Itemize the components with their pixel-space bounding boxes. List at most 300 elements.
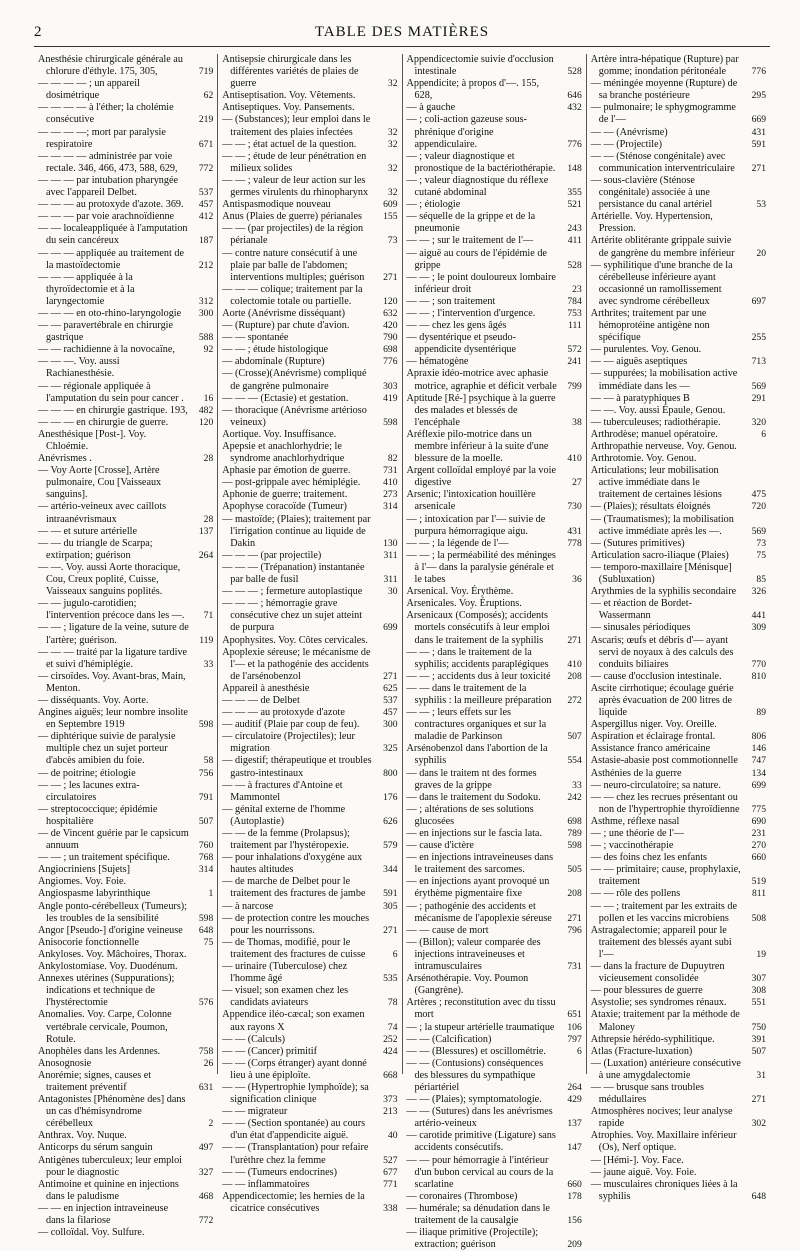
entry-page-number: 651	[567, 1009, 582, 1021]
entry-text: Arsenicales. Voy. Éruptions.	[406, 598, 522, 610]
entry-text: — — (Calculs)	[222, 1033, 286, 1045]
index-entry	[222, 1118, 397, 1142]
entry-page-number: 295	[751, 90, 766, 102]
index-entry	[591, 743, 766, 755]
entry-page-number: 320	[751, 416, 766, 428]
entry-page-number: 391	[751, 1033, 766, 1045]
entry-text: Apoplexie séreuse; le mécanisme de l'— et la pathogénie des accidents de l'arsénobenzol	[222, 646, 371, 682]
entry-text: — purulentes. Voy. Genou.	[590, 344, 702, 356]
index-entry	[222, 405, 397, 429]
entry-text: — ; valeur diagnostique du réflexe cutané abdominal	[406, 174, 549, 199]
entry-text: — pour inhalations d'oxygène aux hautes altitudes	[222, 852, 363, 876]
index-entry	[407, 1094, 582, 1106]
entry-page-number: 32	[387, 138, 398, 150]
entry-text: — (Sutures primitives)	[590, 537, 685, 549]
index-entry	[222, 901, 397, 913]
index-column-2	[217, 54, 401, 1214]
entry-page-number: 75	[203, 936, 214, 948]
index-entry	[38, 356, 213, 380]
entry-text: — — inflammatoires	[222, 1178, 310, 1190]
index-entry	[407, 804, 582, 828]
index-entry	[38, 1142, 213, 1154]
entry-text: — — — au protoxyde d'azote	[222, 707, 345, 719]
entry-page-number: 6	[576, 1045, 582, 1057]
entry-text: — — pour hémorragie à l'intérieur d'un bubon cervical au cours de la scarlatine	[406, 1154, 554, 1190]
entry-text: Angiomes. Voy. Foie.	[38, 876, 127, 888]
entry-text: — — ; dans le traitement de la syphilis; accidents paraplégiques	[406, 646, 549, 670]
entry-text: Asystolie; ses syndromes rénaux.	[590, 997, 727, 1009]
index-entry	[407, 211, 582, 235]
entry-page-number: 300	[198, 307, 214, 319]
entry-page-number: 32	[387, 78, 398, 90]
index-entry	[407, 199, 582, 211]
index-entry	[407, 1227, 582, 1251]
index-entry	[222, 223, 397, 247]
entry-text: — ; coli-action gazeuse sous-phrénique d'origine appendiculaire.	[406, 114, 528, 150]
entry-page-number: 431	[567, 525, 582, 537]
index-entry	[407, 332, 582, 356]
entry-page-number: 648	[198, 924, 214, 936]
entry-page-number: 431	[751, 126, 766, 138]
index-entry	[591, 888, 766, 900]
entry-page-number: 78	[387, 997, 398, 1009]
index-entry	[38, 248, 213, 272]
entry-text: — — ; le point douloureux lombaire inférieur droit	[406, 271, 556, 295]
index-entry	[222, 913, 397, 937]
entry-page-number: 811	[751, 888, 766, 900]
index-entry	[222, 368, 397, 392]
entry-page-number: 30	[387, 586, 398, 598]
entry-text: Arthrotomie. Voy. Genou.	[590, 453, 697, 465]
entry-page-number: 241	[567, 356, 582, 368]
entry-text: Anus (Plaies de guerre) périanales	[222, 211, 362, 223]
entry-page-number: 713	[751, 356, 766, 368]
index-entry	[38, 54, 213, 78]
entry-page-number: 33	[572, 779, 582, 791]
entry-text: — méningée moyenne (Rupture) de sa branche postérieure	[590, 78, 738, 102]
entry-text: — en injections intraveineuses dans le traitement des sarcomes.	[406, 852, 554, 876]
entry-page-number: 89	[756, 707, 766, 719]
entry-page-number: 40	[387, 1130, 398, 1142]
entry-page-number: 187	[198, 235, 214, 247]
entry-page-number: 598	[383, 416, 398, 428]
index-entry	[407, 308, 582, 320]
index-entry	[222, 199, 397, 211]
entry-text: — [Hémi-]. Voy. Face.	[590, 1154, 684, 1166]
entry-text: — neuro-circulatoire; sa nature.	[590, 779, 721, 791]
entry-page-number: 134	[751, 767, 766, 779]
index-entry	[407, 973, 582, 997]
index-entry	[591, 1034, 766, 1046]
entry-page-number: 53	[756, 199, 766, 211]
index-entry	[38, 695, 213, 707]
entry-text: — abdominale (Rupture)	[222, 356, 325, 368]
entry-text: — — (Calcification)	[406, 1033, 492, 1045]
entry-page-number: 338	[383, 1202, 398, 1214]
entry-page-number: 312	[198, 295, 214, 307]
index-entry	[591, 429, 766, 441]
index-entry	[407, 852, 582, 876]
entry-page-number: 270	[751, 840, 766, 852]
entry-text: — — localeappliquée à l'amputation du sein cancéreux	[38, 223, 188, 247]
index-entry	[38, 973, 213, 1009]
entry-page-number: 36	[572, 574, 582, 586]
index-entry	[222, 961, 397, 985]
entry-text: — — (Contusions) conséquences des blessures du sympathique périartériel	[406, 1057, 544, 1093]
index-entry	[38, 937, 213, 949]
entry-text: Arthrites; traitement par une hémoprotéine antigène non spécifique	[590, 307, 710, 344]
entry-page-number: 699	[751, 779, 766, 791]
index-entry	[591, 78, 766, 102]
entry-text: — —. Voy. aussi Épaule, Genou.	[590, 404, 726, 416]
entry-text: — carotide primitive (Ligature) sans accidents consécutifs.	[406, 1130, 556, 1154]
entry-text: — — paravertébrale en chirurgie gastrique	[38, 320, 174, 344]
entry-page-number: 457	[198, 199, 214, 211]
index-entry	[222, 1009, 397, 1033]
index-entry	[591, 356, 766, 368]
entry-text: — et réaction de Bordet-Wassermann	[590, 598, 693, 622]
entry-text: — pour blessures de guerre	[590, 985, 703, 997]
index-entry	[38, 151, 213, 175]
index-entry	[38, 1058, 213, 1070]
entry-text: Asthénies de la guerre	[590, 767, 682, 779]
index-entry	[38, 961, 213, 973]
index-entry	[222, 755, 397, 779]
entry-text: Appendice iléo-cæcal; son examen aux rayons X	[222, 1009, 365, 1033]
entry-text: Athrepsie hérédo-syphilitique.	[590, 1033, 715, 1045]
index-entry	[407, 598, 582, 610]
entry-page-number: 660	[751, 852, 766, 864]
entry-page-number: 74	[387, 1021, 398, 1033]
index-entry	[38, 1155, 213, 1179]
entry-text: — thoracique (Anévrisme artérioso veineux)	[222, 404, 367, 428]
entry-page-number: 33	[203, 658, 214, 670]
entry-text: — — (Anévrisme)	[590, 126, 668, 138]
entry-text: Antigènes tuberculeux; leur emploi pour le diagnostic	[38, 1154, 182, 1178]
entry-page-number: 344	[383, 864, 398, 876]
entry-text: Ankyloses. Voy. Mâchoires, Thorax.	[38, 948, 187, 960]
entry-text: — de poitrine; étiologie	[38, 767, 136, 779]
entry-page-number: 155	[383, 211, 398, 223]
entry-text: — — — — administrée par voie rectale. 346, 466, 473, 588, 629,	[38, 150, 178, 174]
entry-text: Ataxie; traitement par la méthode de Maloney	[590, 1009, 740, 1033]
index-entry	[222, 284, 397, 308]
entry-page-number: 23	[572, 283, 582, 295]
entry-text: Aphonie de guerre; traitement.	[222, 489, 348, 501]
entry-page-number: 120	[383, 295, 398, 307]
index-entry	[591, 852, 766, 864]
entry-text: Appareil à anesthésie	[222, 682, 310, 694]
entry-text: Antimoine et quinine en injections dans le paludisme	[38, 1178, 179, 1202]
entry-text: — (Traumatismes); la mobilisation active immédiate après les —.	[590, 513, 734, 537]
index-entry	[407, 514, 582, 538]
index-entry	[591, 840, 766, 852]
index-entry	[591, 465, 766, 501]
index-entry	[407, 489, 582, 513]
index-entry	[591, 768, 766, 780]
entry-text: Aortique. Voy. Insuffisance.	[222, 428, 337, 440]
entry-text: Antiseptiques. Voy. Pansements.	[222, 102, 355, 114]
entry-page-number: 71	[203, 610, 214, 622]
index-entry	[38, 901, 213, 925]
entry-text: — — brusque sans troubles médullaires	[590, 1081, 704, 1106]
entry-page-number: 62	[203, 90, 214, 102]
entry-text: — — — traité par la ligature tardive et suivi d'hémiplégie.	[38, 646, 188, 670]
entry-text: — — en injection intraveineuse dans la filariose	[38, 1202, 169, 1226]
index-entry	[591, 550, 766, 562]
entry-text: — — migrateur	[222, 1106, 288, 1118]
index-entry	[222, 598, 397, 634]
entry-text: — ; intoxication par l'— suivie de purpura hémorragique aigu.	[406, 513, 546, 537]
entry-text: — dans la fracture de Dupuytren vicieusement consolidée	[590, 961, 725, 985]
entry-text: Ascaris; œufs et débris d'— ayant servi de noyaux à des calculs des conduits biliaires	[590, 634, 734, 670]
index-entry	[591, 405, 766, 417]
entry-page-number: 527	[383, 1154, 398, 1166]
entry-page-number: 120	[198, 416, 214, 428]
entry-text: — — ; sur le traitement de l'—	[406, 235, 534, 247]
entry-text: — artério-veineux avec caillots intraanévrismaux	[38, 501, 167, 525]
entry-page-number: 537	[383, 694, 398, 706]
entry-page-number: 535	[383, 973, 398, 985]
entry-page-number: 58	[203, 755, 214, 767]
index-entry	[591, 139, 766, 151]
page-title: TABLE DES MATIÈRES	[314, 24, 490, 40]
entry-text: — — (Transplantation) pour refaire l'urèthre chez la femme	[222, 1142, 369, 1166]
entry-page-number: 130	[383, 537, 398, 549]
index-entry	[407, 356, 582, 368]
entry-text: Aspergillus niger. Voy. Oreille.	[590, 719, 717, 731]
entry-text: — (Luxation) antérieure consécutive à une amygdalectomie	[590, 1057, 741, 1081]
entry-text: — à narcose	[222, 900, 274, 912]
index-entry	[222, 731, 397, 755]
index-entry	[222, 635, 397, 647]
index-entry	[222, 54, 397, 90]
entry-text: Anisocorie fonctionnelle	[38, 936, 139, 948]
entry-page-number: 85	[756, 574, 766, 586]
index-entry	[407, 102, 582, 114]
entry-text: — — (Blessures) et oscillométrie.	[406, 1045, 546, 1057]
index-entry	[591, 1167, 766, 1179]
entry-text: — (Substances); leur emploi dans le traitement des plaies infectées	[222, 114, 371, 138]
index-entry	[407, 1155, 582, 1191]
entry-page-number: 411	[567, 235, 582, 247]
index-entry	[222, 683, 397, 695]
index-entry	[222, 828, 397, 852]
entry-text: Arsénothérapie. Voy. Poumon (Gangrène).	[406, 973, 529, 997]
entry-page-number: 598	[567, 840, 582, 852]
entry-text: Aspiration et éclairage frontal.	[590, 731, 716, 743]
index-entry	[38, 671, 213, 695]
entry-page-number: 412	[198, 211, 214, 223]
entry-page-number: 753	[567, 307, 582, 319]
index-entry	[407, 901, 582, 925]
entry-text: Astasie-abasie post commotionnelle	[590, 755, 738, 767]
index-entry	[222, 985, 397, 1009]
entry-text: — — — (Ectasie) et gestation.	[222, 392, 349, 404]
entry-text: — — ; étude de leur pénétration en milieux solides	[222, 150, 367, 174]
entry-text: Angle ponto-cérébelleux (Tumeurs); les troubles de la sensibilité	[38, 900, 188, 924]
entry-text: — ; valeur diagnostique et pronostique de la bactériothérapie.	[406, 150, 556, 174]
entry-page-number: 119	[199, 634, 214, 646]
index-entry	[38, 780, 213, 804]
index-entry	[222, 393, 397, 405]
entry-text: Anthrax. Voy. Nuque.	[38, 1130, 127, 1142]
index-entry	[591, 151, 766, 175]
entry-text: Apraxie idéo-motrice avec aphasie motrice, agraphie et déficit verbale	[406, 368, 557, 392]
entry-page-number: 677	[383, 1166, 398, 1178]
index-entry	[407, 1034, 582, 1046]
index-columns	[34, 54, 770, 1251]
entry-text: — — —. Voy. aussi Rachianesthésie.	[38, 356, 120, 380]
index-entry	[38, 1070, 213, 1094]
entry-text: Atmosphères nocives; leur analyse rapide	[590, 1106, 733, 1130]
entry-text: — iliaque primitive (Projectile); extraction; guérison	[406, 1227, 539, 1251]
index-entry	[407, 828, 582, 840]
index-entry	[222, 151, 397, 175]
entry-text: — circulatoire (Projectiles); leur migration	[222, 731, 355, 755]
entry-text: — à gauche	[406, 102, 456, 114]
entry-text: Aphasie par émotion de guerre.	[222, 465, 351, 477]
index-entry	[38, 381, 213, 405]
entry-page-number: 810	[751, 670, 766, 682]
entry-page-number: 19	[756, 948, 766, 960]
index-entry	[38, 405, 213, 417]
entry-page-number: 303	[383, 380, 398, 392]
entry-page-number: 314	[383, 501, 398, 513]
index-entry	[591, 308, 766, 344]
entry-page-number: 208	[567, 670, 582, 682]
index-entry	[591, 586, 766, 598]
index-entry	[407, 1058, 582, 1094]
index-entry	[38, 852, 213, 864]
entry-text: Asthme, réflexe nasal	[590, 815, 680, 827]
index-entry	[38, 647, 213, 671]
entry-text: — jaune aiguë. Voy. Foie.	[590, 1166, 697, 1178]
entry-page-number: 648	[751, 1190, 766, 1202]
entry-text: Anticorps du sérum sanguin	[38, 1142, 153, 1154]
entry-page-number: 671	[198, 138, 214, 150]
index-entry	[591, 901, 766, 925]
index-entry	[407, 429, 582, 465]
entry-text: — en injections sur le fascia lata.	[406, 828, 543, 839]
entry-page-number: 327	[198, 1166, 214, 1178]
index-entry	[591, 54, 766, 78]
entry-text: — digestif; thérapeutique et troubles gastro-intestinaux	[222, 755, 372, 779]
entry-page-number: 272	[567, 694, 582, 706]
index-entry	[591, 260, 766, 308]
entry-text: Ankylostomiase. Voy. Duodénum.	[38, 961, 178, 973]
entry-text: Anesthésie chirurgicale générale au chlorure d'éthyle. 175, 305,	[38, 54, 183, 78]
entry-text: — — — au protoxyde d'azote. 369.	[38, 199, 184, 211]
entry-page-number: 410	[567, 658, 582, 670]
entry-page-number: 720	[751, 501, 766, 513]
index-entry	[591, 344, 766, 356]
entry-page-number: 176	[383, 791, 398, 803]
entry-page-number: 32	[387, 126, 398, 138]
index-entry	[222, 489, 397, 501]
entry-page-number: 591	[751, 138, 766, 150]
entry-page-number: 796	[567, 924, 582, 936]
entry-page-number: 32	[387, 162, 398, 174]
index-entry	[591, 514, 766, 538]
index-entry	[222, 1167, 397, 1179]
entry-text: — urinaire (Tuberculose) chez l'homme âgé	[222, 961, 348, 985]
index-entry	[591, 453, 766, 465]
entry-text: Angiospasme labyrinthique	[38, 888, 151, 900]
entry-page-number: 242	[567, 791, 582, 803]
index-entry	[222, 719, 397, 731]
entry-page-number: 255	[751, 332, 766, 344]
entry-text: Anophèles dans les Ardennes.	[38, 1045, 161, 1057]
entry-page-number: 507	[198, 815, 214, 827]
entry-page-number: 291	[751, 392, 766, 404]
index-column-1	[34, 54, 217, 1239]
index-entry	[407, 586, 582, 598]
entry-page-number: 326	[751, 586, 766, 598]
entry-text: — — — (par projectile)	[222, 549, 322, 561]
entry-page-number: 156	[567, 1215, 582, 1226]
entry-page-number: 750	[751, 1021, 766, 1033]
entry-text: — (Plaies); résultats éloignés	[590, 501, 711, 513]
index-entry	[222, 356, 397, 368]
index-entry	[38, 707, 213, 731]
entry-text: Artérite oblitérante grippale suivie de gangrène du membre inférieur	[590, 235, 735, 259]
entry-page-number: 758	[198, 1045, 214, 1057]
entry-page-number: 772	[198, 1215, 214, 1226]
entry-text: — — ; valeur de leur action sur les germes virulents du rhinopharynx	[222, 174, 369, 199]
entry-page-number: 325	[383, 743, 398, 755]
entry-page-number: 20	[756, 247, 766, 259]
entry-text: Angor [Pseudo-] d'origine veineuse	[38, 924, 183, 936]
entry-page-number: 73	[387, 235, 398, 247]
entry-page-number: 273	[383, 489, 398, 501]
entry-page-number: 697	[751, 295, 766, 307]
entry-page-number: 2	[208, 1118, 214, 1130]
entry-page-number: 507	[751, 1045, 766, 1057]
page-header	[34, 24, 770, 47]
entry-page-number: 528	[567, 66, 582, 78]
index-entry	[591, 1106, 766, 1130]
index-entry	[38, 320, 213, 344]
index-entry	[38, 78, 213, 102]
entry-text: — (Billon); valeur comparée des injections intraveineuses et intramusculaires	[406, 936, 541, 973]
entry-page-number: 32	[387, 187, 398, 199]
entry-text: — — jugulo-carotidien; l'intervention précoce dans les —.	[38, 598, 185, 622]
entry-text: — — (Cancer) primitif	[222, 1045, 318, 1057]
entry-page-number: 457	[383, 707, 398, 719]
entry-text: — — ; les lacunes extra-circulatoires	[38, 779, 140, 803]
entry-page-number: 756	[198, 767, 214, 779]
index-entry	[407, 925, 582, 937]
index-entry	[222, 441, 397, 465]
entry-text: — pulmonaire; le sphygmogramme de l'—	[590, 102, 736, 126]
index-entry	[222, 320, 397, 332]
index-entry	[407, 465, 582, 489]
index-entry	[407, 320, 582, 332]
index-entry	[222, 1191, 397, 1215]
index-entry	[407, 393, 582, 429]
index-entry	[222, 477, 397, 489]
index-entry	[38, 453, 213, 465]
entry-page-number: 768	[198, 852, 214, 864]
entry-page-number: 1	[208, 888, 214, 900]
index-entry	[591, 985, 766, 997]
index-entry	[222, 211, 397, 223]
entry-page-number: 632	[383, 307, 398, 319]
index-entry	[38, 562, 213, 598]
entry-text: — ; pathogénie des accidents et mécanisme de l'apoplexie séreuse	[406, 900, 552, 924]
index-entry	[591, 538, 766, 550]
